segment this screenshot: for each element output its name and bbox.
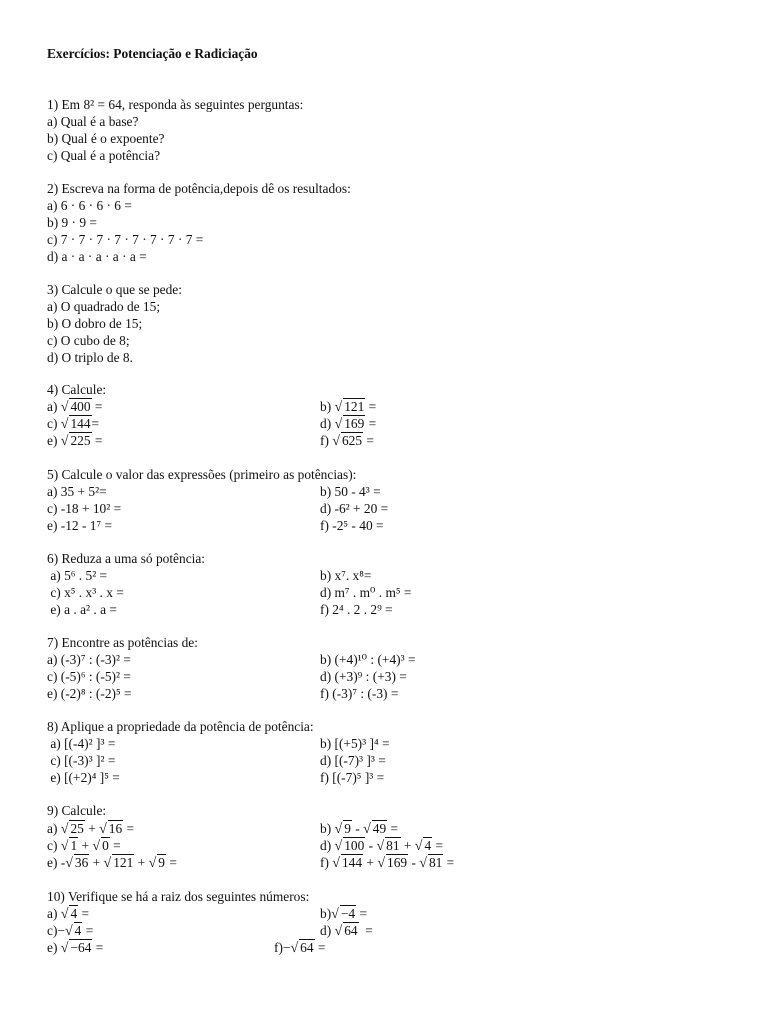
q3-item-c: c) O cubo de 8; — [47, 333, 130, 348]
q5-item-f: f) -2⁵ - 40 = — [320, 518, 384, 533]
q7-item-c: c) (-5)⁶ : (-5)² = — [47, 669, 131, 684]
q3-item-b: b) O dobro de 15; — [47, 316, 143, 331]
radical-sign: √ 4 — [414, 838, 432, 854]
q8-item-c: c) [(-3)³ ]² = — [47, 753, 116, 768]
question-1-heading: 1) Em 8² = 64, responda às seguintes perguntas: — [47, 97, 304, 112]
q7-item-f: f) (-3)⁷ : (-3) = — [320, 686, 399, 701]
radical-sign: √ −4 — [331, 906, 356, 922]
radical-sign: √ 9 — [334, 821, 351, 837]
radical-sign: √ 9 — [148, 855, 165, 871]
q3-item-d: d) O triplo de 8. — [47, 350, 133, 365]
q4-item-f: f) √ 625 = — [320, 433, 374, 449]
q8-item-a: a) [(-4)² ]³ = — [47, 736, 116, 751]
q6-item-d: d) m⁷ . m⁰ . m⁵ = — [320, 585, 412, 600]
page-title: Exercícios: Potenciação e Radiciação — [47, 46, 258, 61]
radical-sign: √ 4 — [64, 923, 82, 939]
question-10-heading: 10) Verifique se há a raiz dos seguintes números: — [47, 889, 310, 904]
q9-item-e: e) -√ 36 + √ 121 + √ 9 = — [47, 855, 177, 871]
q8-item-b: b) [(+5)³ ]⁴ = — [320, 736, 390, 751]
q5-item-c: c) -18 + 10² = — [47, 501, 122, 516]
q6-item-f: f) 2⁴ . 2 . 2⁹ = — [320, 602, 393, 617]
q6-item-c: c) x⁵ . x³ . x = — [47, 585, 124, 600]
q9-item-f: f) √ 144 + √ 169 - √ 81 = — [320, 855, 455, 871]
question-8-heading: 8) Aplique a propriedade da potência de potência: — [47, 719, 314, 734]
radical-sign: √ 49 — [363, 821, 387, 837]
q10-item-b: b)√ −4 = — [320, 906, 367, 922]
radical-sign: √ 81 — [419, 855, 443, 871]
question-5-heading: 5) Calcule o valor das expressões (primeiro as potências): — [47, 467, 357, 482]
q4-item-e: e) √ 225 = — [47, 433, 103, 449]
q7-item-b: b) (+4)¹⁰ : (+4)³ = — [320, 652, 416, 667]
q8-item-f: f) [(-7)⁵ ]³ = — [320, 770, 385, 785]
radical-sign: √ 36 — [65, 855, 89, 871]
question-2-heading: 2) Escreva na forma de potência,depois dê os resultados: — [47, 181, 351, 196]
q5-item-e: e) -12 - 1⁷ = — [47, 518, 113, 533]
q5-item-d: d) -6² + 20 = — [320, 501, 389, 516]
q8-item-e: e) [(+2)⁴ ]⁵ = — [47, 770, 120, 785]
q10-item-c: c)−√ 4 = — [47, 923, 94, 939]
q4-item-c: c) √ 144= — [47, 416, 100, 432]
q1-item-c: c) Qual é a potência? — [47, 148, 161, 163]
q9-item-b: b) √ 9 - √ 49 = — [320, 821, 399, 837]
question-6-heading: 6) Reduza a uma só potência: — [47, 551, 206, 566]
q5-item-b: b) 50 - 4³ = — [320, 484, 381, 499]
radical-sign: √ 81 — [376, 838, 400, 854]
q7-item-a: a) (-3)⁷ : (-3)² = — [47, 652, 131, 667]
q2-item-c: c) 7 · 7 · 7 · 7 · 7 · 7 · 7 · 7 = — [47, 232, 204, 247]
radical-sign: √ 1 — [60, 838, 78, 854]
radical-sign: √ 100 — [334, 838, 365, 854]
q4-item-a: a) √ 400 = — [47, 399, 103, 415]
radical-sign: √ 0 — [92, 838, 109, 854]
q4-item-b: b) √ 121 = — [320, 399, 377, 415]
q3-item-a: a) O quadrado de 15; — [47, 299, 161, 314]
q1-item-a: a) Qual é a base? — [47, 114, 139, 129]
q2-item-b: b) 9 · 9 = — [47, 215, 97, 230]
radical-sign: √ 64 — [290, 940, 314, 956]
question-4-heading: 4) Calcule: — [47, 382, 107, 397]
radical-sign: √ 169 — [334, 416, 365, 432]
radical-sign: √ 144 — [332, 855, 363, 871]
q5-item-a: a) 35 + 5²= — [47, 484, 107, 499]
question-3-heading: 3) Calcule o que se pede: — [47, 282, 182, 297]
q10-item-e: e) √ −64 = — [47, 940, 104, 956]
radical-sign: √ 121 — [334, 399, 365, 415]
radical-sign: √ 144 — [60, 416, 91, 432]
q7-item-d: d) (+3)⁹ : (+3) = — [320, 669, 407, 684]
radical-sign: √ 25 — [60, 821, 84, 837]
q10-item-d: d) √ 64 = — [320, 923, 373, 939]
q7-item-e: e) (-2)⁸ : (-2)⁵ = — [47, 686, 132, 701]
q9-item-a: a) √ 25 + √ 16 = — [47, 821, 135, 837]
q6-item-a: a) 5⁶ . 5² = — [47, 568, 108, 583]
question-9-heading: 9) Calcule: — [47, 803, 107, 818]
q9-item-c: c) √ 1 + √ 0 = — [47, 838, 121, 854]
q2-item-d: d) a · a · a · a · a = — [47, 249, 147, 264]
radical-sign: √ 64 — [334, 923, 358, 939]
q9-item-d: d) √ 100 - √ 81 + √ 4 = — [320, 838, 444, 854]
radical-sign: √ 121 — [103, 855, 134, 871]
radical-sign: √ 16 — [99, 821, 123, 837]
radical-sign: √ 625 — [332, 433, 363, 449]
q1-item-b: b) Qual é o expoente? — [47, 131, 165, 146]
q10-item-f: f)−√ 64 = — [274, 940, 326, 956]
q2-item-a: a) 6 · 6 · 6 · 6 = — [47, 198, 132, 213]
q10-item-a: a) √ 4 = — [47, 906, 90, 922]
radical-sign: √ 225 — [60, 433, 91, 449]
radical-sign: √ −64 — [60, 940, 92, 956]
radical-sign: √ 169 — [377, 855, 408, 871]
q8-item-d: d) [(-7)³ ]³ = — [320, 753, 386, 768]
question-7-heading: 7) Encontre as potências de: — [47, 635, 198, 650]
q6-item-e: e) a . a² . a = — [47, 602, 117, 617]
radical-sign: √ 4 — [60, 906, 78, 922]
radical-sign: √ 400 — [60, 399, 91, 415]
q4-item-d: d) √ 169 = — [320, 416, 377, 432]
q6-item-b: b) x⁷. x⁸= — [320, 568, 372, 583]
